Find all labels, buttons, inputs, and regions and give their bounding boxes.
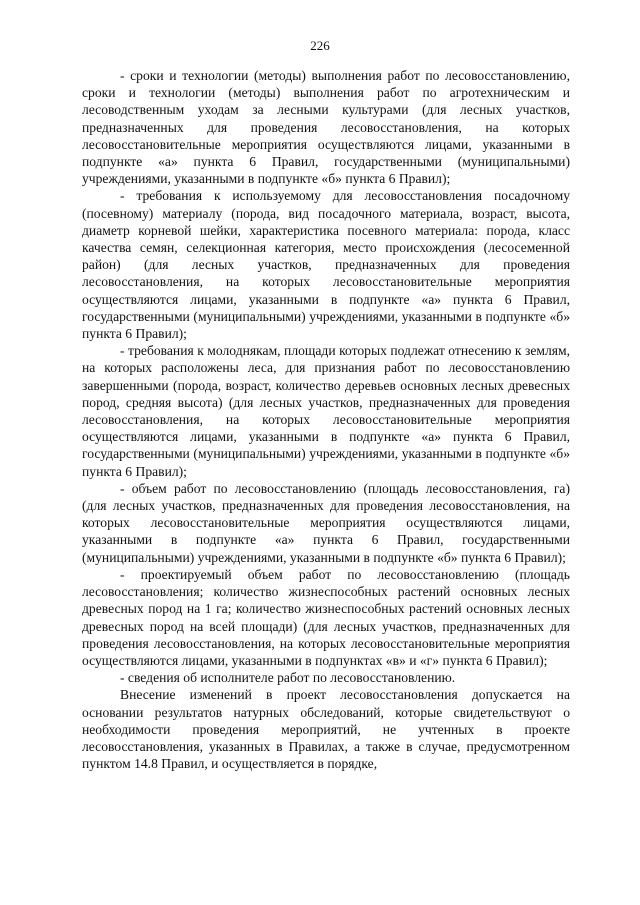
document-body (82, 67, 570, 772)
paragraph-deadlines-methods: - сроки и технологии (методы) выполнения работ по лесовосстановлению, сроки и технологии (методы) выполнения работ по агротехническим и лесоводственным уходам за лесными культурами (для лесных участков, предназначенных для проведения лесовосстановления, на которых лесовосстановительные мероприятия осуществляются лицами, указанными в подпункте «а» пункта 6 Правил, государственными (муниципальными) учреждениями, указанными в подпункте «б» пункта 6 Правил); (82, 68, 570, 187)
paragraph-projected-volume: - проектируемый объем работ по лесовосстановлению (площадь лесовосстановления; количество жизнеспособных растений основных лесных древесных пород на 1 га; количество жизнеспособных растений основных лесных древесных пород на всей площади) (для лесных участков, предназначенных для проведения лесовосстановления, на которых лесовосстановительные мероприятия осуществляются лицами, указанными в подпунктах «в» и «г» пункта 6 Правил); (82, 566, 570, 668)
paragraph-contractor-info: - сведения об исполнителе работ по лесовосстановлению. (120, 670, 456, 686)
paragraph-work-volume: - объем работ по лесовосстановлению (площадь лесовосстановления, га) (для лесных участков, предназначенных для проведения лесовосстановления, на которых лесовосстановительные мероприятия осуществляются лицами, указанными в подпункте «а» пункта 6 Правил, государственными (муниципальными) учреждениями, указанными в подпункте «б» пункта 6 Правил); (82, 480, 570, 565)
paragraph-planting-material: - требования к используемому для лесовосстановления посадочному (посевному) материалу (порода, вид посадочного материала, возраст, высота, диаметр корневой шейки, характеристика посевного материала: порода, класс качества семян, селекционная категория, место происхождения (лесосеменной район) (для лесных участков, предназначенных для проведения лесовосстановления, на которых лесовосстановительные мероприятия осуществляются лицами, указанными в подпункте «а» пункта 6 Правил, государственными (муниципальными) учреждениями, указанными в подпункте «б» пункта 6 Правил); (82, 188, 570, 342)
paragraph-young-stands: - требования к молоднякам, площади которых подлежат отнесению к землям, на которых расположены леса, для признания работ по лесовосстановлению завершенными (порода, возраст, количество деревьев основных лесных древесных пород, средняя высота) (для лесных участков, предназначенных для проведения лесовосстановления, на которых лесовосстановительные мероприятия осуществляются лицами, указанными в подпункте «а» пункта 6 Правил, государственными (муниципальными) учреждениями, указанными в подпункте «б» пункта 6 Правил); (82, 343, 570, 479)
paragraph-amendments: Внесение изменений в проект лесовосстановления допускается на основании результатов натурных обследований, которые свидетельствуют о необходимости проведения мероприятий, не учтенных в проекте лесовосстановления, указанных в Правилах, а также в случае, предусмотренном пунктом 14.8 Правил, и осуществляется в порядке, (82, 687, 570, 772)
page-number: 226 (310, 38, 330, 53)
